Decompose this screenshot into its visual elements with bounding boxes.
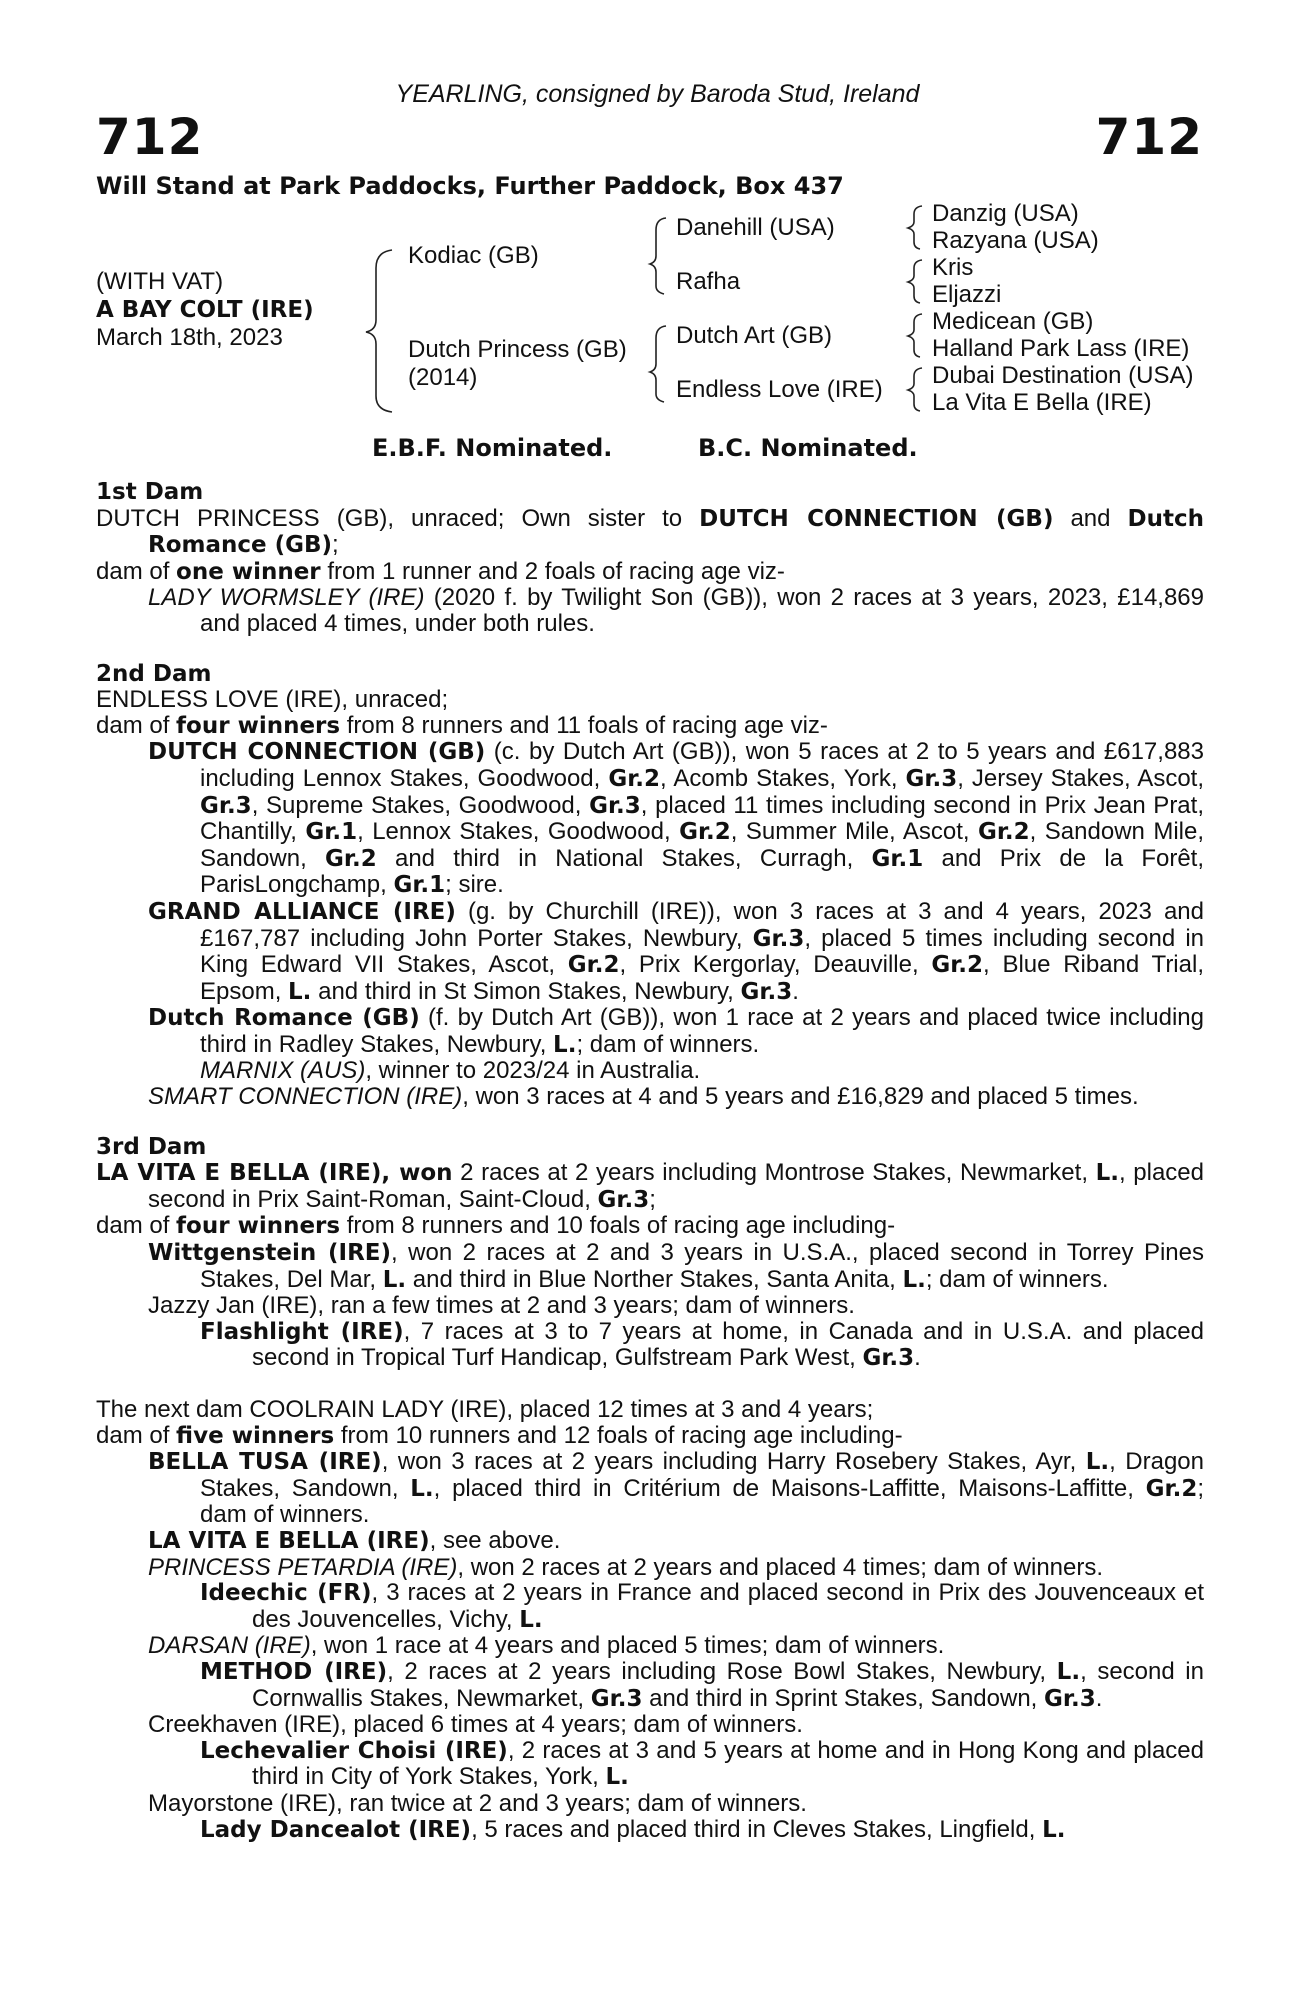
- sire-dam: Rafha: [676, 268, 741, 295]
- third-dam-heading: 3rd Dam: [96, 1133, 207, 1160]
- next-dam-line: The next dam COOLRAIN LADY (IRE), placed 12 times at 3 and 4 years;: [96, 1396, 874, 1423]
- gg-4: Eljazzi: [932, 281, 1002, 308]
- second-dam-line: ENDLESS LOVE (IRE), unraced;: [96, 686, 449, 714]
- list-item: Jazzy Jan (IRE), ran a few times at 2 and 3 years; dam of winners.: [148, 1292, 855, 1320]
- gg-1: Danzig (USA): [932, 200, 1079, 227]
- dam-foaled-year: (2014): [408, 364, 478, 391]
- lot-number-right: 712: [1095, 108, 1203, 166]
- list-item: SMART CONNECTION (IRE), won 3 races at 4 and 5 years and £16,829 and placed 5 times.: [148, 1083, 1139, 1111]
- list-item: MARNIX (AUS), winner to 2023/24 in Australia.: [200, 1057, 701, 1085]
- vat-label: (WITH VAT): [96, 268, 224, 295]
- second-dam-produce: dam of four winners from 8 runners and 11 foals of racing age viz-: [96, 711, 828, 739]
- list-item: Flashlight (IRE), 7 races at 3 to 7 years at home, in Canada and in U.S.A. and placed second in Tropical Turf Handicap, Gulfstream Park West, Gr.3.: [200, 1317, 1204, 1372]
- list-item: DUTCH CONNECTION (GB) (c. by Dutch Art (GB)), won 5 races at 2 to 5 years and £617,883 including Lennox Stakes, Goodwood, Gr.2, Acomb Stakes, York, Gr.3, Jersey Stakes, Ascot, Gr.3, Supreme Stakes, Goodwood, Gr.3, placed 11 times including second in Prix Jean Prat, Chantilly, Gr.1, Lennox Stakes, Goodwood, Gr.2, Summer Mile, Ascot, Gr.2, Sandown Mile, Sandown, Gr.2 and third in National Stakes, Curragh, Gr.1 and Prix de la Forêt, ParisLongchamp, Gr.1; sire.: [148, 738, 1204, 899]
- second-dam-heading: 2nd Dam: [96, 660, 212, 687]
- list-item: PRINCESS PETARDIA (IRE), won 2 races at 2 years and placed 4 times; dam of winners.: [148, 1553, 1104, 1581]
- first-dam-produce: dam of one winner from 1 runner and 2 foals of racing age viz-: [96, 557, 785, 585]
- list-item: Lechevalier Choisi (IRE), 2 races at 3 and 5 years at home and in Hong Kong and placed third in City of York Stakes, York, L.: [200, 1736, 1204, 1791]
- foaling-date: March 18th, 2023: [96, 324, 283, 351]
- ebf-nominated: E.B.F. Nominated.: [372, 434, 613, 462]
- list-item: LA VITA E BELLA (IRE), see above.: [148, 1526, 561, 1554]
- gg-8: La Vita E Bella (IRE): [932, 389, 1152, 416]
- gg-7: Dubai Destination (USA): [932, 362, 1194, 389]
- dam-name: Dutch Princess (GB): [408, 336, 627, 363]
- list-item: GRAND ALLIANCE (IRE) (g. by Churchill (IRE)), won 3 races at 3 and 4 years, 2023 and £167,787 including John Porter Stakes, Newbury, Gr.3, placed 5 times including second in King Edward VII Stakes, Ascot, Gr.2, Prix Kergorlay, Deauville, Gr.2, Blue Riband Trial, Epsom, L. and third in St Simon Stakes, Newbury, Gr.3.: [148, 897, 1205, 1005]
- list-item: DARSAN (IRE), won 1 race at 4 years and placed 5 times; dam of winners.: [148, 1632, 945, 1660]
- gg-3: Kris: [932, 254, 974, 281]
- first-dam-line: DUTCH PRINCESS (GB), unraced; Own sister to DUTCH CONNECTION (GB) and Dutch Romance (GB);: [96, 504, 1204, 559]
- gg-2: Razyana (USA): [932, 227, 1099, 254]
- list-item: BELLA TUSA (IRE), won 3 races at 2 years including Harry Rosebery Stakes, Ayr, L., Dragon Stakes, Sandown, L., placed third in Critérium de Maisons-Laffitte, Maisons-Laffitte, Gr.2; dam of winners.: [148, 1448, 1204, 1529]
- sire-sire: Danehill (USA): [676, 214, 835, 241]
- list-item: Mayorstone (IRE), ran twice at 2 and 3 years; dam of winners.: [148, 1789, 807, 1817]
- gg-6: Halland Park Lass (IRE): [932, 335, 1190, 362]
- list-item: Ideechic (FR), 3 races at 2 years in France and placed second in Prix des Jouvenceaux et des Jouvencelles, Vichy, L.: [200, 1579, 1204, 1633]
- gg-5: Medicean (GB): [932, 308, 1094, 335]
- third-dam-line: LA VITA E BELLA (IRE), won 2 races at 2 years including Montrose Stakes, Newmarket, L., placed second in Prix Saint-Roman, Saint-Cloud, Gr.3;: [96, 1159, 1205, 1213]
- list-item: Dutch Romance (GB) (f. by Dutch Art (GB)), won 1 race at 2 years and placed twice including third in Radley Stakes, Newbury, L.; dam of winners.: [148, 1004, 1204, 1058]
- dam-dam: Endless Love (IRE): [676, 376, 883, 403]
- dam-sire: Dutch Art (GB): [676, 322, 833, 349]
- stand-location: Will Stand at Park Paddocks, Further Paddock, Box 437: [96, 172, 844, 200]
- list-item: LADY WORMSLEY (IRE) (2020 f. by Twilight Son (GB)), won 2 races at 3 years, 2023, £14,869 and placed 4 times, under both rules.: [148, 584, 1204, 637]
- list-item: Wittgenstein (IRE), won 2 races at 2 and 3 years in U.S.A., placed second in Torrey Pines Stakes, Del Mar, L. and third in Blue Norther Stakes, Santa Anita, L.; dam of winners.: [148, 1239, 1204, 1293]
- bc-nominated: B.C. Nominated.: [698, 434, 918, 462]
- next-dam-produce: dam of five winners from 10 runners and 12 foals of racing age including-: [96, 1421, 903, 1449]
- list-item: Lady Dancealot (IRE), 5 races and placed third in Cleves Stakes, Lingfield, L.: [200, 1815, 1066, 1843]
- consignment-line: YEARLING, consigned by Baroda Stud, Ireland: [395, 80, 920, 108]
- third-dam-produce: dam of four winners from 8 runners and 10 foals of racing age including-: [96, 1212, 896, 1240]
- catalogue-body: [96, 480, 1204, 1843]
- sire-name: Kodiac (GB): [408, 242, 539, 269]
- lot-number-left: 712: [96, 108, 204, 166]
- list-item: METHOD (IRE), 2 races at 2 years including Rose Bowl Stakes, Newbury, L., second in Cornwallis Stakes, Newmarket, Gr.3 and third in Sprint Stakes, Sandown, Gr.3.: [200, 1657, 1204, 1712]
- horse-name: A BAY COLT (IRE): [96, 297, 314, 323]
- first-dam-heading: 1st Dam: [96, 479, 204, 505]
- list-item: Creekhaven (IRE), placed 6 times at 4 years; dam of winners.: [148, 1711, 803, 1739]
